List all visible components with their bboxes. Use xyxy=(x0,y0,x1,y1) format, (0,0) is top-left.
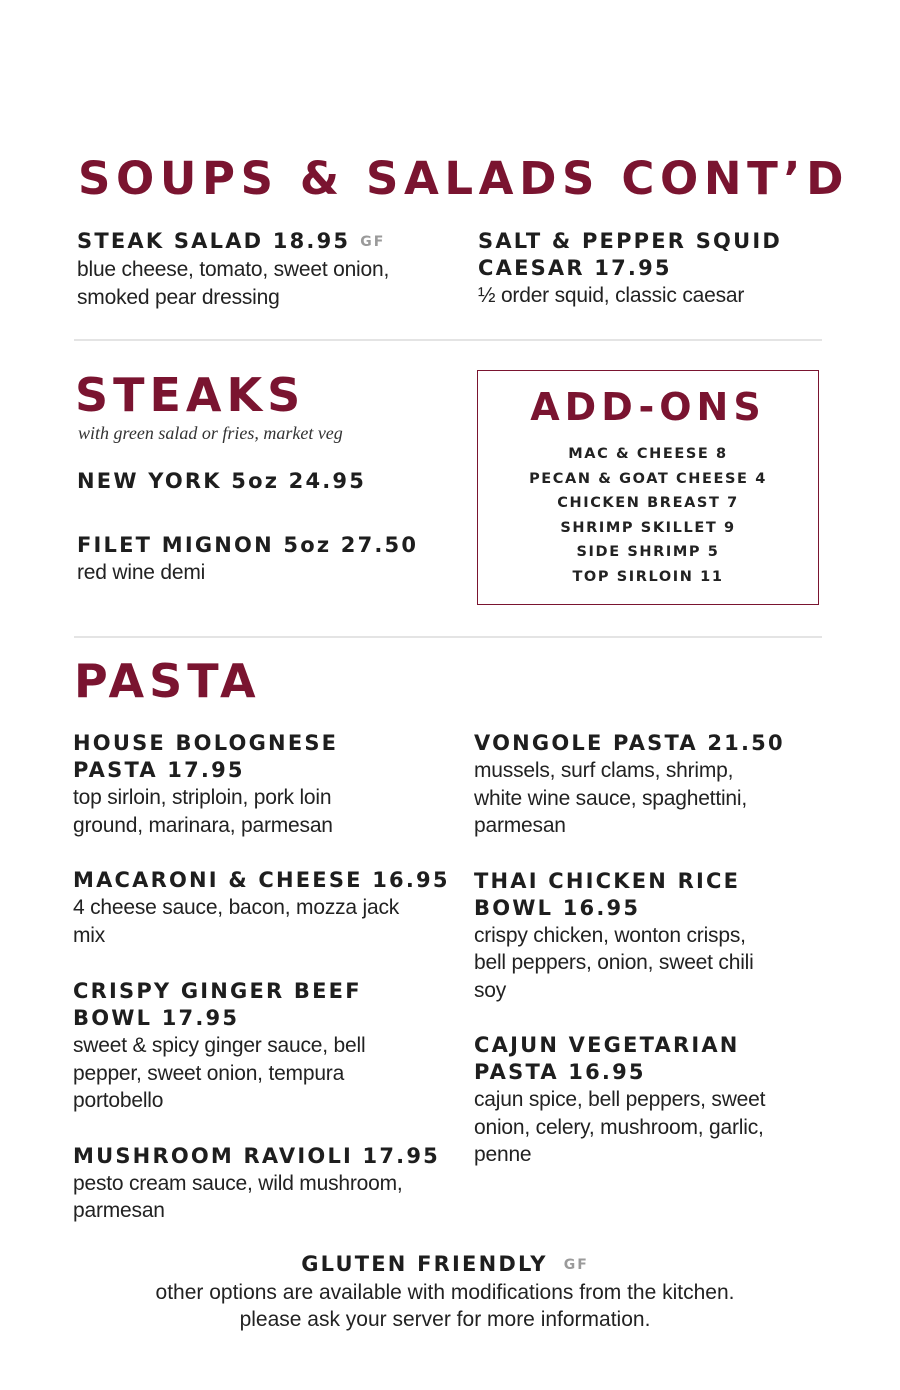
item-name: FILET MIGNON 5oz 27.50 xyxy=(77,533,419,557)
item-name: BOWL 16.95 xyxy=(474,895,641,920)
footer xyxy=(0,1251,890,1333)
item-desc: onion, celery, mushroom, garlic, xyxy=(474,1115,764,1139)
menu-item xyxy=(73,867,458,949)
menu-item xyxy=(73,1143,458,1225)
footer-title: GLUTEN FRIENDLY GF xyxy=(301,1252,589,1276)
menu-item xyxy=(73,978,458,1115)
item-desc: parmesan xyxy=(474,814,566,837)
addons-title: ADD-ONS xyxy=(530,385,766,429)
addon-item: MAC & CHEESE 8 xyxy=(568,446,728,462)
addons-box xyxy=(477,370,819,605)
item-name: NEW YORK 5oz 24.95 xyxy=(77,469,367,493)
item-desc: ground, marinara, parmesan xyxy=(73,813,333,837)
steaks-note: with green salad or fries, market veg xyxy=(78,423,343,443)
item-name: BOWL 17.95 xyxy=(73,1006,240,1030)
footer-line: other options are available with modifications from the kitchen. xyxy=(155,1281,735,1304)
item-name: STEAK SALAD 18.95 GF xyxy=(77,229,386,253)
divider xyxy=(74,339,822,341)
gf-badge: GF xyxy=(563,1257,589,1273)
menu-item xyxy=(474,730,864,840)
item-desc: pesto cream sauce, wild mushroom, xyxy=(73,1171,403,1195)
item-desc: smoked pear dressing xyxy=(77,285,280,309)
menu-item-new-york xyxy=(77,468,467,495)
menu-item-squid-caesar xyxy=(478,228,858,310)
item-name: MUSHROOM RAVIOLI 17.95 xyxy=(73,1143,440,1168)
item-desc: white wine sauce, spaghettini, xyxy=(474,786,747,810)
addon-item: TOP SIRLOIN 11 xyxy=(572,568,724,585)
gf-badge: GF xyxy=(360,234,386,250)
divider xyxy=(74,636,822,638)
item-name: CAESAR 17.95 xyxy=(478,256,672,280)
addon-item: SIDE SHRIMP 5 xyxy=(576,544,720,560)
addon-item: SHRIMP SKILLET 9 xyxy=(560,519,736,536)
menu-item-steak-salad xyxy=(77,228,467,311)
item-name: SALT & PEPPER SQUID xyxy=(478,229,782,253)
menu-item xyxy=(474,1032,864,1169)
item-desc: pepper, sweet onion, tempura xyxy=(73,1061,345,1085)
pasta-right-column xyxy=(474,730,864,1169)
item-desc: red wine demi xyxy=(77,561,206,584)
menu-item-filet-mignon xyxy=(77,532,467,587)
item-desc: bell peppers, onion, sweet chili xyxy=(474,951,754,974)
section-title-steaks: STEAKS xyxy=(75,368,306,422)
footer-line: please ask your server for more information. xyxy=(239,1308,651,1331)
item-name: PASTA 17.95 xyxy=(73,758,245,782)
pasta-left-column xyxy=(73,730,458,1225)
item-desc: parmesan xyxy=(73,1199,165,1222)
item-desc: mussels, surf clams, shrimp, xyxy=(474,759,734,782)
item-name: PASTA 16.95 xyxy=(474,1060,646,1084)
item-desc: portobello xyxy=(73,1089,164,1112)
item-desc: top sirloin, striploin, pork loin xyxy=(73,786,332,809)
item-desc: 4 cheese sauce, bacon, mozza jack xyxy=(73,896,400,919)
item-name: CAJUN VEGETARIAN xyxy=(474,1033,740,1057)
item-name: CRISPY GINGER BEEF xyxy=(73,979,362,1003)
addons-list xyxy=(478,442,818,589)
item-name: MACARONI & CHEESE 16.95 xyxy=(73,868,450,892)
item-name: THAI CHICKEN RICE xyxy=(474,868,741,893)
section-title-pasta: PASTA xyxy=(74,654,261,708)
item-desc: ½ order squid, classic caesar xyxy=(478,284,745,307)
section-title-soups-salads: SOUPS & SALADS CONT’D xyxy=(78,152,850,205)
item-desc: crispy chicken, wonton crisps, xyxy=(474,923,746,947)
addon-item: PECAN & GOAT CHEESE 4 xyxy=(529,470,767,487)
item-desc: sweet & spicy ginger sauce, bell xyxy=(73,1034,366,1057)
item-desc: penne xyxy=(474,1143,532,1166)
item-desc: cajun spice, bell peppers, sweet xyxy=(474,1088,766,1111)
item-desc: blue cheese, tomato, sweet onion, xyxy=(77,258,390,281)
item-name: HOUSE BOLOGNESE xyxy=(73,731,339,755)
menu-item xyxy=(474,868,864,1005)
menu-item xyxy=(73,730,458,839)
addon-item: CHICKEN BREAST 7 xyxy=(557,495,739,511)
item-name: VONGOLE PASTA 21.50 xyxy=(474,731,785,755)
item-desc: mix xyxy=(73,923,106,947)
item-desc: soy xyxy=(474,978,507,1002)
